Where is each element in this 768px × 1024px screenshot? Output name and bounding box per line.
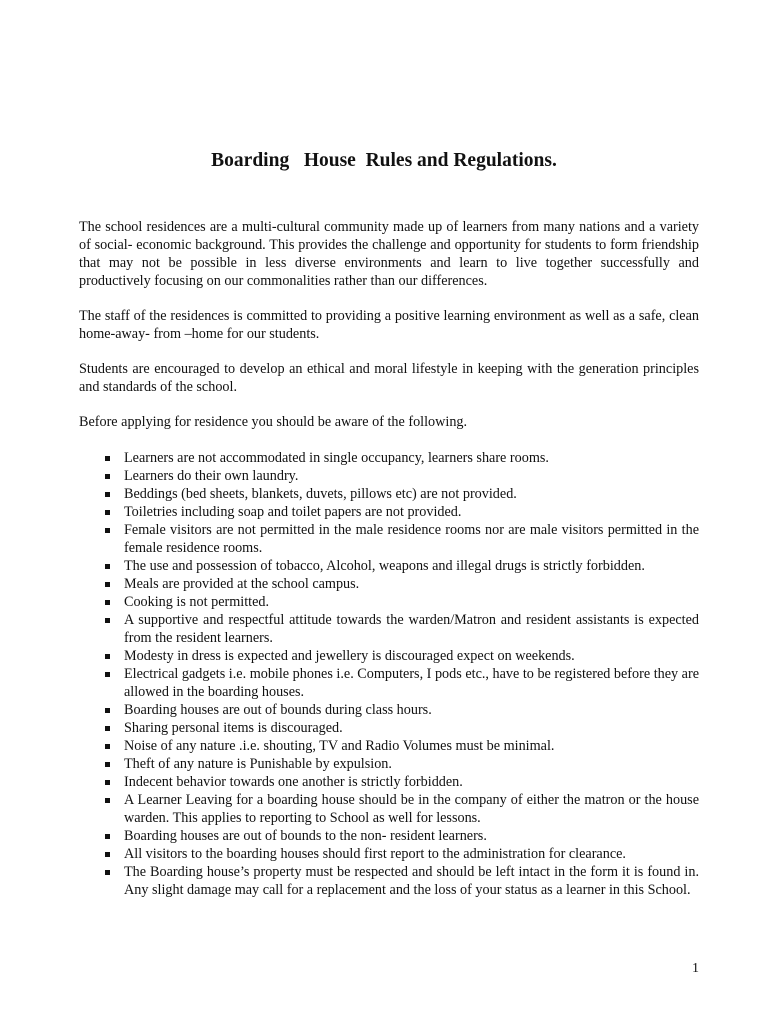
rule-text: Boarding houses are out of bounds during class hours. bbox=[124, 702, 432, 718]
rule-text: Toiletries including soap and toilet papers are not provided. bbox=[124, 504, 462, 520]
bullet-square-icon bbox=[105, 762, 110, 767]
rule-text: The Boarding house’s property must be respected and should be left intact in the form it is found in. Any slight damage may call for a replacement and the loss of your status as a learner in this School. bbox=[124, 864, 699, 898]
bullet-square-icon bbox=[105, 528, 110, 533]
bullet-square-icon bbox=[105, 564, 110, 569]
list-item bbox=[124, 557, 699, 575]
rule-text: Electrical gadgets i.e. mobile phones i.e. Computers, I pods etc., have to be registered before they are allowed in the boarding houses. bbox=[124, 666, 699, 700]
bullet-square-icon bbox=[105, 780, 110, 785]
list-item bbox=[124, 845, 699, 863]
page-number: 1 bbox=[692, 961, 699, 976]
rule-text: Noise of any nature .i.e. shouting, TV and Radio Volumes must be minimal. bbox=[124, 738, 555, 754]
bullet-square-icon bbox=[105, 870, 110, 875]
rule-text: All visitors to the boarding houses should first report to the administration for clearance. bbox=[124, 846, 626, 862]
rule-text: Female visitors are not permitted in the male residence rooms nor are male visitors permitted in the female residence rooms. bbox=[124, 522, 699, 556]
paragraph-staff-commitment: The staff of the residences is committed to providing a positive learning environment as well as a safe, clean home-away- from –home for our students. bbox=[79, 308, 699, 342]
list-item bbox=[124, 827, 699, 845]
list-item bbox=[124, 611, 699, 647]
rule-text: Boarding houses are out of bounds to the non- resident learners. bbox=[124, 828, 487, 844]
list-item bbox=[124, 503, 699, 521]
list-item bbox=[124, 773, 699, 791]
list-item bbox=[124, 647, 699, 665]
list-item bbox=[124, 521, 699, 557]
list-item bbox=[124, 467, 699, 485]
bullet-square-icon bbox=[105, 618, 110, 623]
list-item bbox=[124, 719, 699, 737]
paragraph-ethical-lifestyle: Students are encouraged to develop an ethical and moral lifestyle in keeping with the generation principles and standards of the school. bbox=[79, 361, 699, 395]
rules-intro: Before applying for residence you should be aware of the following. bbox=[79, 414, 468, 430]
bullet-square-icon bbox=[105, 744, 110, 749]
bullet-square-icon bbox=[105, 654, 110, 659]
list-item bbox=[124, 701, 699, 719]
rule-text: Modesty in dress is expected and jewellery is discouraged expect on weekends. bbox=[124, 648, 575, 664]
document-body bbox=[79, 218, 699, 899]
list-item bbox=[124, 449, 699, 467]
rule-text: Sharing personal items is discouraged. bbox=[124, 720, 343, 736]
bullet-square-icon bbox=[105, 510, 110, 515]
list-item bbox=[124, 485, 699, 503]
bullet-square-icon bbox=[105, 726, 110, 731]
bullet-square-icon bbox=[105, 456, 110, 461]
bullet-square-icon bbox=[105, 492, 110, 497]
bullet-square-icon bbox=[105, 672, 110, 677]
rule-text: Cooking is not permitted. bbox=[124, 594, 270, 610]
bullet-square-icon bbox=[105, 852, 110, 857]
rule-text: Indecent behavior towards one another is strictly forbidden. bbox=[124, 774, 463, 790]
list-item bbox=[124, 755, 699, 773]
list-item bbox=[124, 737, 699, 755]
rules-list bbox=[79, 449, 699, 899]
bullet-square-icon bbox=[105, 474, 110, 479]
rule-text: A Learner Leaving for a boarding house should be in the company of either the matron or the house warden. This applies to reporting to School as well for lessons. bbox=[124, 792, 699, 826]
rule-text: A supportive and respectful attitude towards the warden/Matron and resident assistants is expected from the resident learners. bbox=[124, 612, 699, 646]
rule-text: The use and possession of tobacco, Alcohol, weapons and illegal drugs is strictly forbidden. bbox=[124, 558, 645, 574]
rule-text: Learners do their own laundry. bbox=[124, 468, 299, 484]
rule-text: Learners are not accommodated in single occupancy, learners share rooms. bbox=[124, 450, 549, 466]
document-title: Boarding House Rules and Regulations. bbox=[211, 150, 557, 171]
list-item bbox=[124, 575, 699, 593]
list-item bbox=[124, 791, 699, 827]
rule-text: Theft of any nature is Punishable by expulsion. bbox=[124, 756, 392, 772]
bullet-square-icon bbox=[105, 834, 110, 839]
paragraph-intro-community: The school residences are a multi-cultural community made up of learners from many nations and a variety of social- economic background. This provides the challenge and opportunity for students to form friendship that may not be possible in less diverse environments and learn to live together successfully and productively focusing on our commonalities rather than our differences. bbox=[79, 219, 699, 289]
list-item bbox=[124, 593, 699, 611]
rule-text: Meals are provided at the school campus. bbox=[124, 576, 360, 592]
rule-text: Beddings (bed sheets, blankets, duvets, pillows etc) are not provided. bbox=[124, 486, 517, 502]
bullet-square-icon bbox=[105, 600, 110, 605]
bullet-square-icon bbox=[105, 582, 110, 587]
list-item bbox=[124, 863, 699, 899]
bullet-square-icon bbox=[105, 708, 110, 713]
bullet-square-icon bbox=[105, 798, 110, 803]
list-item bbox=[124, 665, 699, 701]
